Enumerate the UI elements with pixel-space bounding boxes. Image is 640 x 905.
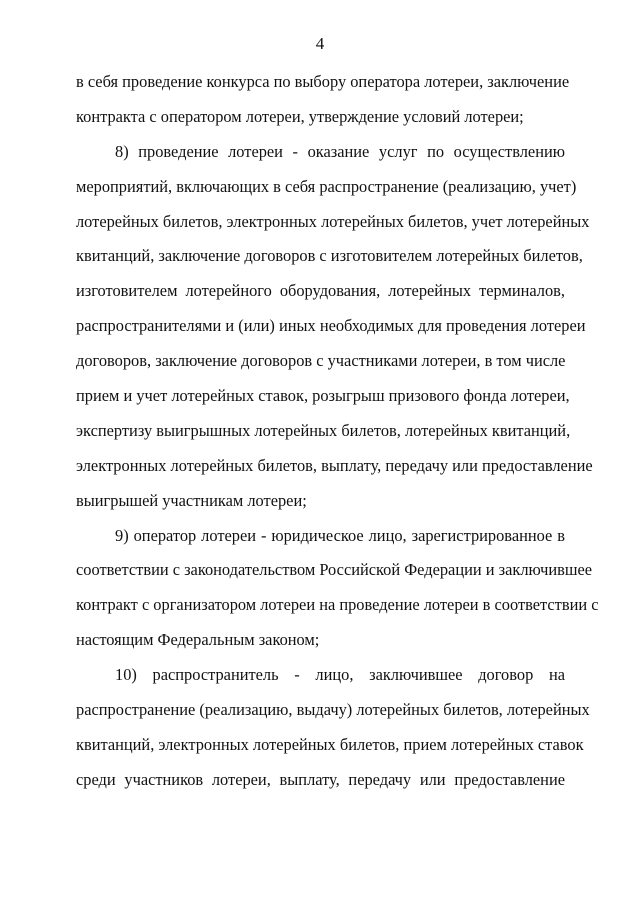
text-line: в себя проведение конкурса по выбору оператора лотереи, заключение	[76, 72, 570, 91]
text-line: 10) распространитель - лицо, заключившее договор на	[115, 665, 565, 685]
text-line: контракта с оператором лотереи, утверждение условий лотереи;	[76, 106, 524, 126]
text-line: прием и учет лотерейных ставок, розыгрыш призового фонда лотереи,	[76, 386, 570, 406]
text-line: экспертизу выигрышных лотерейных билетов, лотерейных квитанций,	[76, 420, 571, 440]
text-line: лотерейных билетов, электронных лотерейных билетов, учет лотерейных	[76, 211, 590, 231]
text-line: соответствии с законодательством Российской Федерации и заключившее	[76, 560, 593, 580]
paragraph-item-9	[76, 519, 599, 659]
text-line: контракт с организатором лотереи на проведение лотереи в соответствии с	[76, 595, 599, 615]
text-line: среди участников лотереи, выплату, передачу или предоставление	[76, 769, 565, 789]
paragraph-continuation	[76, 65, 570, 135]
text-line: распространение (реализацию, выдачу) лотерейных билетов, лотерейных	[76, 700, 590, 720]
text-line: распространителями и (или) иных необходимых для проведения лотереи	[76, 316, 586, 336]
paragraph-item-8	[76, 135, 593, 519]
text-line: договоров, заключение договоров с участниками лотереи, в том числе	[76, 351, 566, 371]
text-line: изготовителем лотерейного оборудования, лотерейных терминалов,	[76, 281, 565, 301]
text-line: мероприятий, включающих в себя распространение (реализацию, учет)	[76, 176, 577, 196]
page-number: 4	[315, 34, 325, 53]
paragraph-item-10	[76, 658, 590, 798]
text-line: электронных лотерейных билетов, выплату, передачу или предоставление	[76, 455, 593, 475]
text-line: квитанций, заключение договоров с изготовителем лотерейных билетов,	[76, 246, 583, 266]
text-line: выигрышей участникам лотереи;	[76, 490, 307, 510]
text-line: квитанций, электронных лотерейных билетов, прием лотерейных ставок	[76, 734, 584, 754]
text-line: 8) проведение лотереи - оказание услуг по осуществлению	[115, 141, 565, 161]
text-line: настоящим Федеральным законом;	[76, 630, 320, 650]
text-line: 9) оператор лотереи - юридическое лицо, зарегистрированное в	[115, 525, 565, 545]
document-body	[76, 65, 599, 798]
